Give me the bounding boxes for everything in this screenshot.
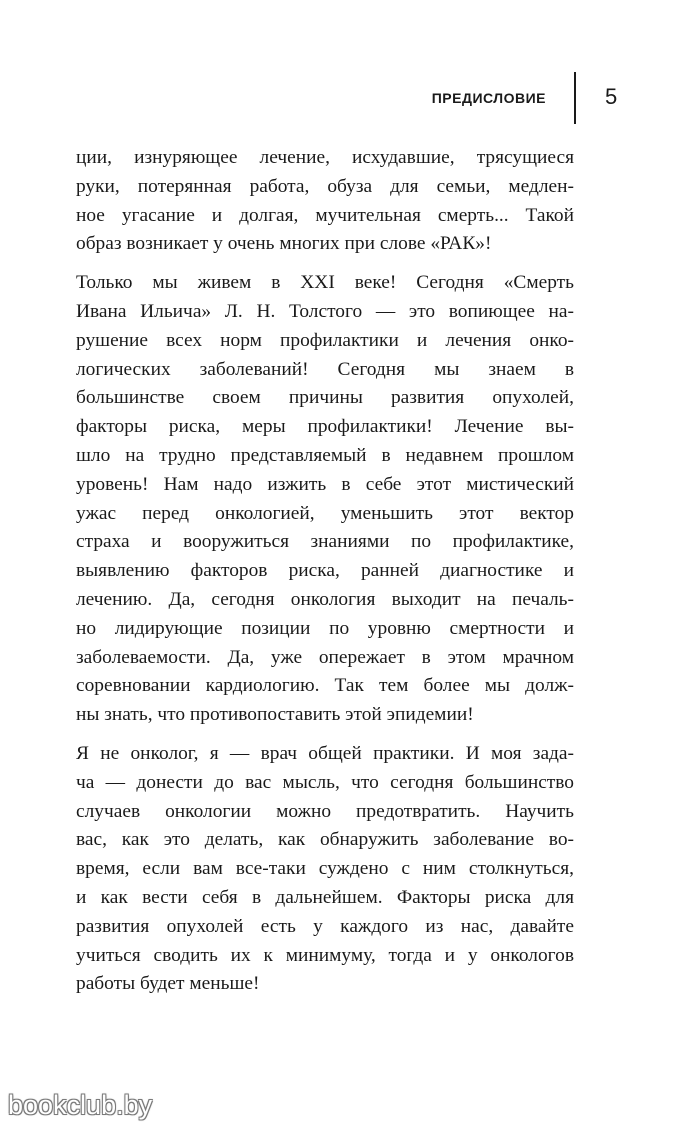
text-line: ции, изнуряющее лечение, исхудавшие, трясущиеся [76,147,574,168]
paragraph-3 [76,740,574,999]
text-line: соревновании кардиологию. Так тем более мы долж- [76,675,574,697]
body-text [76,144,574,1009]
text-line: уровень! Нам надо изжить в себе этот мистический [76,473,574,495]
text-line: Я не онколог, я — врач общей практики. И моя зада- [76,742,574,764]
text-line: заболеваемости. Да, уже опережает в этом мрачном [76,646,574,668]
text-line: ны знать, что противопоставить этой эпидемии! [76,704,474,726]
text-line: ча — донести до вас мысль, что сегодня большинство [76,771,574,793]
text-line: образ возникает у очень многих при слове «РАК»! [76,233,492,255]
text-line: большинстве своем причины развития опухолей, [76,387,574,409]
page-number: 5 [605,84,618,109]
text-line: но лидирующие позиции по уровню смертности и [76,617,574,639]
text-line: время, если вам все-таки суждено с ним столкнуться, [76,858,574,880]
text-line: руки, потерянная работа, обуза для семьи, медлен- [76,175,574,197]
text-line: шло на трудно представляемый в недавнем прошлом [76,444,574,466]
text-line: вас, как это делать, как обнаружить заболевание во- [76,829,574,851]
text-line: логических заболеваний! Сегодня мы знаем в [76,358,574,380]
text-line: ужас перед онкологией, уменьшить этот вектор [76,502,574,524]
text-line: развития опухолей есть у каждого из нас, давайте [76,915,574,937]
text-line: страха и вооружиться знаниями по профилактике, [76,531,574,553]
text-line: выявлению факторов риска, ранней диагностике и [76,560,574,582]
section-title: ПРЕДИСЛОВИЕ [431,90,546,106]
text-line: Ивана Ильича» Л. Н. Толстого — это вопиющее на- [76,300,574,322]
paragraph-1 [76,144,574,259]
text-line: работы будет меньше! [76,973,260,995]
running-header [0,72,700,126]
watermark: bookclub.by [8,1090,153,1120]
text-line: факторы риска, меры профилактики! Лечение вы- [76,416,574,438]
text-line: учиться сводить их к минимуму, тогда и у онкологов [76,944,574,966]
text-line: случаев онкологии можно предотвратить. Научить [76,800,574,822]
text-line: рушение всех норм профилактики и лечения онко- [76,329,574,351]
text-line: ное угасание и долгая, мучительная смерть... Такой [76,204,574,226]
text-line: и как вести себя в дальнейшем. Факторы риска для [76,886,574,908]
paragraph-2 [76,269,574,730]
text-line: лечению. Да, сегодня онкология выходит на печаль- [76,588,574,610]
text-line: Только мы живем в XXI веке! Сегодня «Смерть [76,272,574,294]
header-divider [574,72,576,124]
